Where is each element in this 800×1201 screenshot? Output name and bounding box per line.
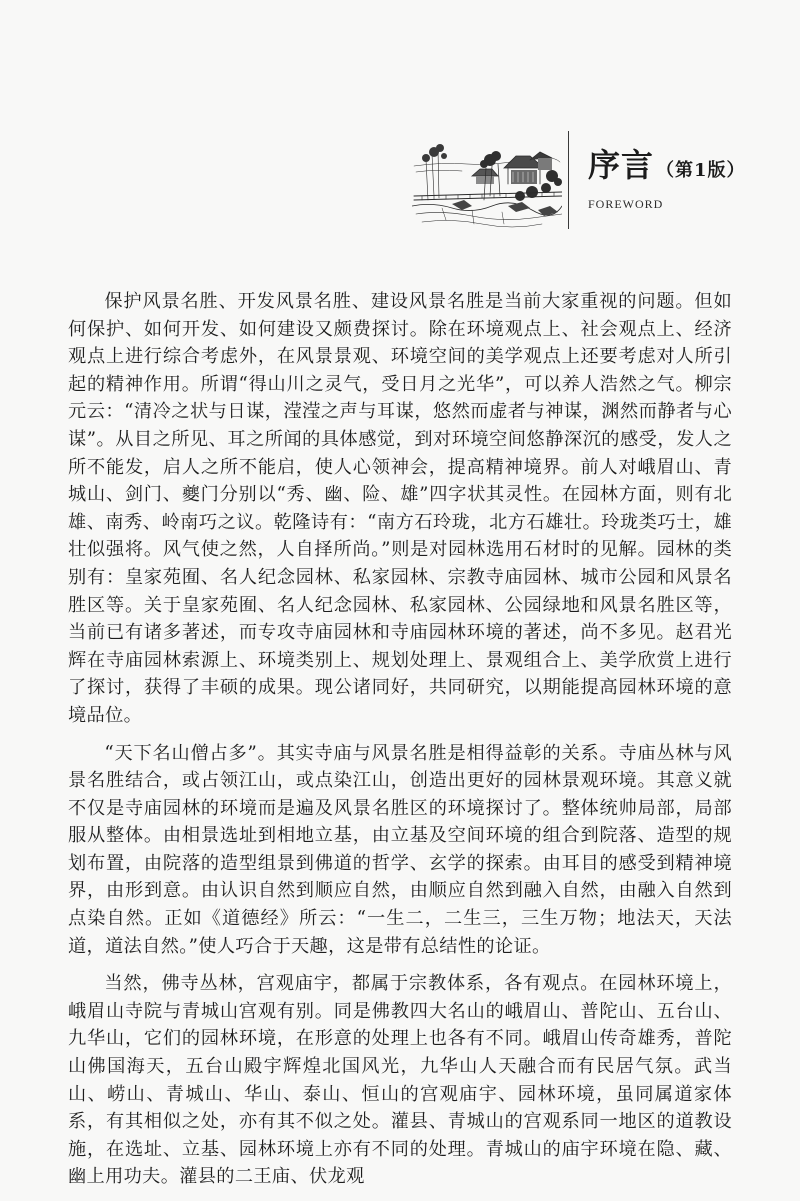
title-edition: （第1版）: [656, 160, 746, 181]
header-divider: [568, 131, 569, 229]
body-text: [68, 288, 732, 1201]
temple-landscape-sketch-icon: [412, 136, 562, 228]
title-english: FOREWORD: [588, 197, 664, 211]
title-block: [588, 145, 788, 212]
title-text: 序言: [588, 146, 655, 184]
paragraph: “天下名山僧占多”。其实寺庙与风景名胜是相得益彰的关系。寺庙丛林与风景名胜结合，或占领江山，或点染江山，创造出更好的园林景观环境。其意义就不仅是寺庙园林的环境而是遍及风景名胜区的环境探讨了。整体统帅局部，局部服从整体。由相景选址到相地立基，由立基及空间环境的组合到院落、造型的规划布置，由院落的造型组景到佛道的哲学、玄学的探索。由耳目的感受到精神境界，由形到意。由认识自然到顺应自然，由顺应自然到融入自然，由融入自然到点染自然。正如《道德经》所云：“一生二，二生三，三生万物；地法天，天法道，道法自然。”使人巧合于天趣，这是带有总结性的论证。: [68, 742, 732, 957]
page-title: [588, 145, 788, 191]
paragraph: 保护风景名胜、开发风景名胜、建设风景名胜是当前大家重视的问题。但如何保护、如何开发、如何建设又颇费探讨。除在环境观点上、社会观点上、经济观点上进行综合考虑外，在风景景观、环境空间的美学观点上还要考虑对人所引起的精神作用。所谓“得山川之灵气，受日月之光华”，可以养人浩然之气。柳宗元云：“清冷之状与日谋，滢滢之声与耳谋，悠然而虚者与神谋，渊然而静者与心谋”。从目之所见、耳之所闻的具体感觉，到对环境空间悠静深沉的感受，发人之所不能发，启人之所不能启，使人心领神会，提高精神境界。前人对峨眉山、青城山、剑门、夔门分别以“秀、幽、险、雄”四字状其灵性。在园林方面，则有北雄、南秀、岭南巧之议。乾隆诗有：“南方石玲珑，北方石雄壮。玲珑类巧士，雄壮似强将。风气使之然，人自择所尚。”则是对园林选用石材时的见解。园林的类别有：皇家苑囿、名人纪念园林、私家园林、宗教寺庙园林、城市公园和风景名胜区等。关于皇家苑囿、名人纪念园林、私家园林、公园绿地和风景名胜区等，当前已有诸多著述，而专攻寺庙园林和寺庙园林环境的著述，尚不多见。赵君光辉在寺庙园林索源上、环境类别上、规划处理上、景观组合上、美学欣赏上进行了探讨，获得了丰硕的成果。现公诸同好，共同研究，以期能提高园林环境的意境品位。: [68, 291, 732, 726]
paragraph: 当然，佛寺丛林，宫观庙宇，都属于宗教体系，各有观点。在园林环境上，峨眉山寺院与青城山宫观有别。同是佛教四大名山的峨眉山、普陀山、五台山、九华山，它们的园林环境，在形意的处理上也各有不同。峨眉山传奇雄秀，普陀山佛国海天，五台山殿宇辉煌北国风光，九华山人天融合而有民居气氛。武当山、崂山、青城山、华山、泰山、恒山的宫观庙宇、园林环境，虽同属道家体系，有其相似之处，亦有其不似之处。灌县、青城山的宫观系同一地区的道教设施，在选址、立基、园林环境上亦有不同的处理。青城山的庙宇环境在隐、藏、幽上用功夫。灌县的二王庙、伏龙观: [68, 973, 732, 1188]
